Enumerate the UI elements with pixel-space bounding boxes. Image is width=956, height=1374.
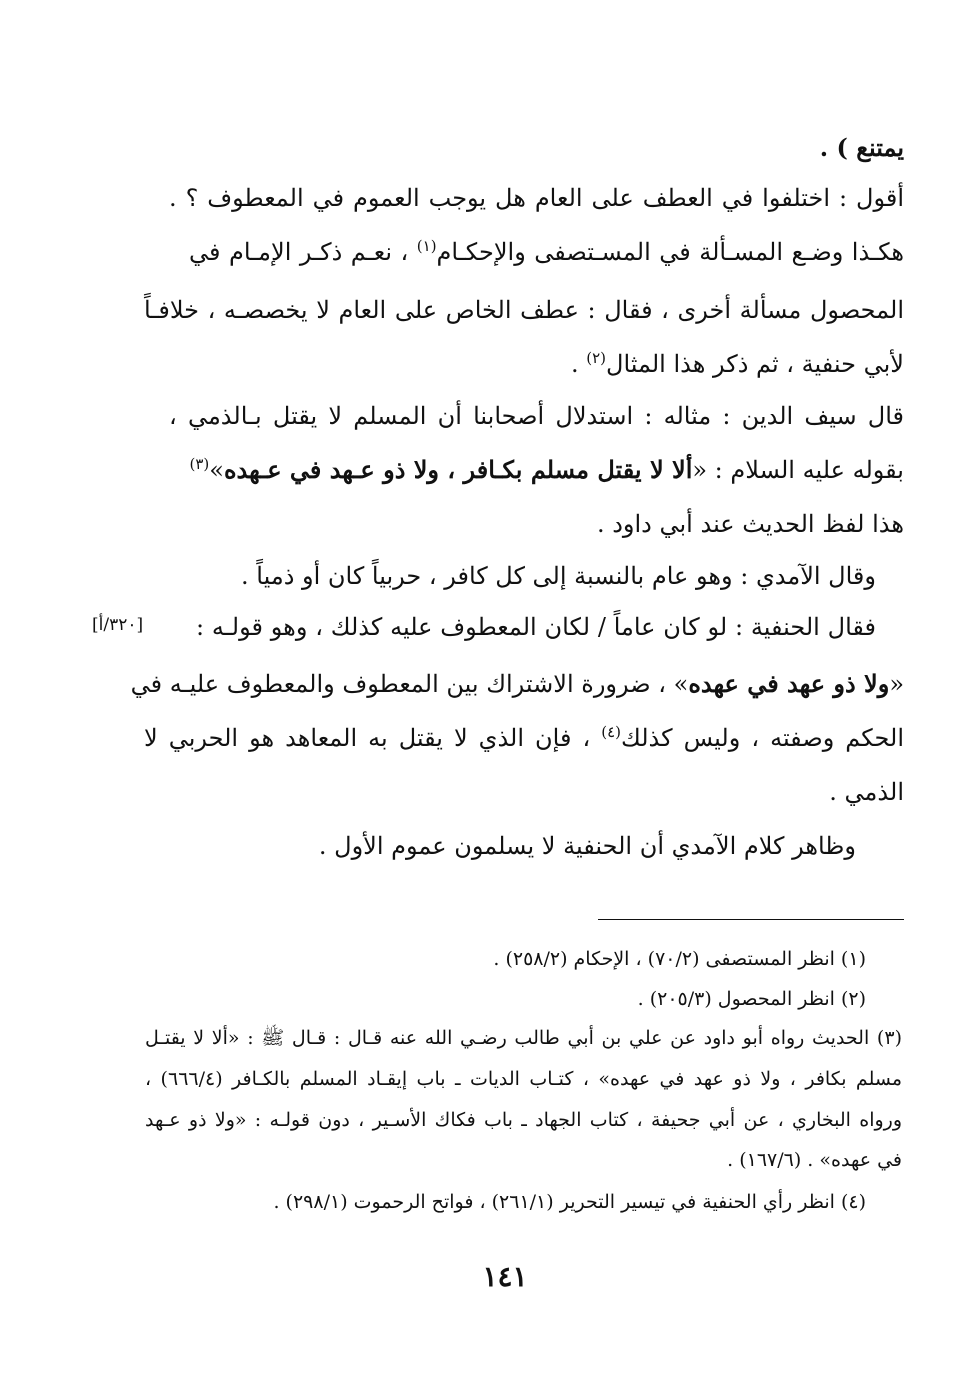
- paragraph-line-aqul: أقول : اختلفوا في العطف على العام هل يوجب العموم في المعطوف ؟ .: [169, 184, 904, 212]
- footnote-3-line-3: ورواه البخاري ، عن أبي جحيفة ، كتاب الجهاد ـ باب فكاك الأسـير ، دون قولـه : «ولا ذو عـهد: [145, 1109, 902, 1131]
- quoted-phrase: ولا ذو عهد في عهده: [688, 669, 890, 698]
- paragraph-line-sayf-aldin: قال سيف الدين : مثاله : استدلال أصحابنا أن المسلم لا يقتل بـالذمي ،: [169, 402, 904, 430]
- footnote-4: (٤) انظر رأي الحنفية في تيسير التحرير (٢٦١/١) ، فواتح الرحموت (٢٩٨/١) .: [273, 1191, 866, 1213]
- footnote-3-line-1: (٣) الحديث رواه أبو داود عن علي بن أبي طالب رضـي الله عنه قـال : قـال ﷺ : «ألا لا يقتـل: [145, 1027, 902, 1049]
- footnote-2: (٢) انظر المحصول (٢٠٥/٣) .: [637, 988, 866, 1010]
- paragraph-line-mahsul: المحصول مسألة أخرى ، فقال : عطف الخاص على العام لا يخصصـه ، خلافـاً: [144, 296, 904, 324]
- footnote-3-line-4: في عهده» . (١٦٧/٦) .: [727, 1149, 902, 1171]
- footnote-ref-3[interactable]: (٣): [189, 455, 210, 473]
- hadith-text: ألا لا يقتل مسلم بكـافر ، ولا ذو عـهد في عـهده: [223, 455, 693, 484]
- page-number: ١٤١: [482, 1260, 528, 1293]
- paragraph-line-abu-dawud: هذا لفظ الحديث عند أبي داود .: [596, 510, 904, 538]
- paragraph-line-amidi: وقال الآمدي : وهو عام بالنسبة إلى كل كافر ، حربياً كان أو ذمياً .: [241, 562, 876, 590]
- paragraph-line-zahir: وظاهر كلام الآمدي أن الحنفية لا يسلمون عموم الأول .: [318, 832, 856, 860]
- footnote-3-line-2: مسلم بكافر ، ولا ذو عهد في عهده» ، كتـاب الديات ـ باب إيقـاد المسلم بالكـافر (٦٦٦/٤) ،: [145, 1068, 902, 1090]
- footnote-ref-1[interactable]: (١): [416, 237, 437, 255]
- paragraph-line-abi-hanifa: لأبي حنفية ، ثم ذكر هذا المثال$^{(٢)}$ .: [570, 349, 904, 378]
- paragraph-line-dhimmi: الذمي .: [829, 778, 904, 806]
- footnote-ref-2[interactable]: (٢): [586, 349, 606, 367]
- continuation-line: يمتنع ) .: [819, 133, 904, 162]
- paragraph-line-hakadha: هكـذا وضـع المسـألة في المسـتصفى والإحكـام$^{(١)}$ ، نعـم ذكـر الإمـام في: [189, 237, 904, 266]
- paragraph-line-hadith: بقوله عليه السلام : «ألا لا يقتل مسلم بكـافر ، ولا ذو عـهد في عـهده»$^{(٣)}$: [189, 455, 904, 484]
- paragraph-line-wala-dhu: «ولا ذو عهد في عهده» ، ضرورة الاشتراك بين المعطوف والمعطوف عليـه في: [130, 669, 904, 698]
- footnote-divider: [598, 919, 904, 920]
- footnote-ref-4[interactable]: (٤): [601, 723, 621, 741]
- paragraph-line-hanafiyya: فقال الحنفية : لو كان عاماً / لكان المعطوف عليه كذلك ، وهو قولـه :: [196, 613, 877, 641]
- manuscript-folio-note: [٣٢٠/أ]: [92, 615, 144, 635]
- footnote-1: (١) انظر المستصفى (٧٠/٢) ، الإحكام (٢٥٨/٢) .: [493, 948, 866, 970]
- paragraph-line-hukm: الحكم وصفته ، وليس كذلك$^{(٤)}$ ، فإن الذي لا يقتل به المعاهد هو الحربي لا: [144, 723, 905, 752]
